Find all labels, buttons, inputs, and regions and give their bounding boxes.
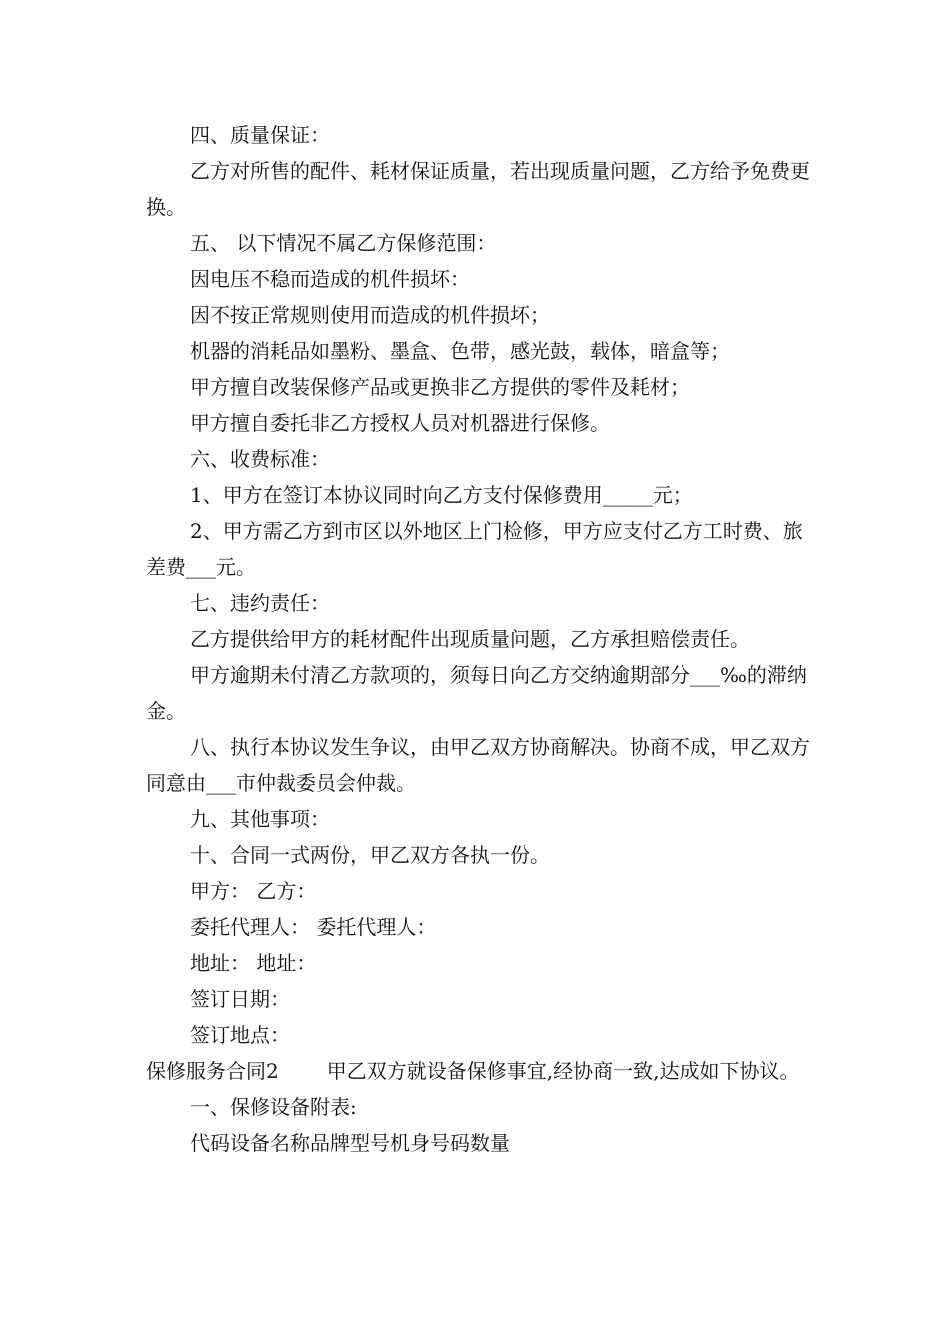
- paragraph: 1、甲方在签订本协议同时向乙方支付保修费用_____元；: [190, 483, 693, 507]
- paragraph: 甲方擅自委托非乙方授权人员对机器进行保修。: [190, 411, 610, 435]
- paragraph: 因电压不稳而造成的机件损坏：: [190, 267, 470, 291]
- section-heading: 一、保修设备附表:: [190, 1095, 357, 1119]
- paragraph: 2、甲方需乙方到市区以外地区上门检修，甲方应支付乙方工时费、旅差费___元。: [146, 519, 803, 579]
- signature-line-agent: 委托代理人： 委托代理人：: [190, 915, 437, 939]
- paragraph: 十、合同一式两份，甲乙双方各执一份。: [190, 843, 550, 867]
- table-header-line: 代码设备名称品牌型号机身号码数量: [190, 1131, 510, 1155]
- paragraph: 因不按正常规则使用而造成的机件损坏；: [190, 303, 550, 327]
- paragraph: 八、执行本协议发生争议，由甲乙双方协商解决。协商不成，甲乙双方同意由___市仲裁委员会仲裁。: [146, 735, 810, 795]
- paragraph: 机器的消耗品如墨粉、墨盒、色带，感光鼓，载体，暗盒等；: [190, 339, 730, 363]
- paragraph: 甲方逾期未付清乙方款项的，须每日向乙方交纳逾期部分___‰的滞纳金。: [146, 663, 807, 723]
- contract2-title: 保修服务合同2: [146, 1059, 279, 1083]
- section-heading: 七、违约责任：: [190, 591, 330, 615]
- paragraph: 甲方擅自改装保修产品或更换非乙方提供的零件及耗材；: [190, 375, 690, 399]
- signature-line-party: 甲方： 乙方：: [190, 879, 317, 903]
- signature-line-place: 签订地点：: [190, 1023, 290, 1047]
- paragraph: 乙方提供给甲方的耗材配件出现质量问题，乙方承担赔偿责任。: [190, 627, 750, 651]
- section-heading: 四、质量保证：: [190, 123, 330, 147]
- signature-line-address: 地址： 地址：: [190, 951, 317, 975]
- contract2-intro: 甲乙双方就设备保修事宜,经协商一致,达成如下协议。: [326, 1059, 800, 1083]
- section-heading: 五、 以下情况不属乙方保修范围：: [190, 231, 497, 255]
- section-heading: 九、其他事项：: [190, 807, 330, 831]
- contract2-intro-paragraph: [146, 1053, 810, 1089]
- document-body: [146, 117, 810, 1161]
- signature-line-date: 签订日期：: [190, 987, 290, 1011]
- section-heading: 六、收费标准：: [190, 447, 330, 471]
- paragraph: 乙方对所售的配件、耗材保证质量，若出现质量问题，乙方给予免费更换。: [146, 159, 810, 219]
